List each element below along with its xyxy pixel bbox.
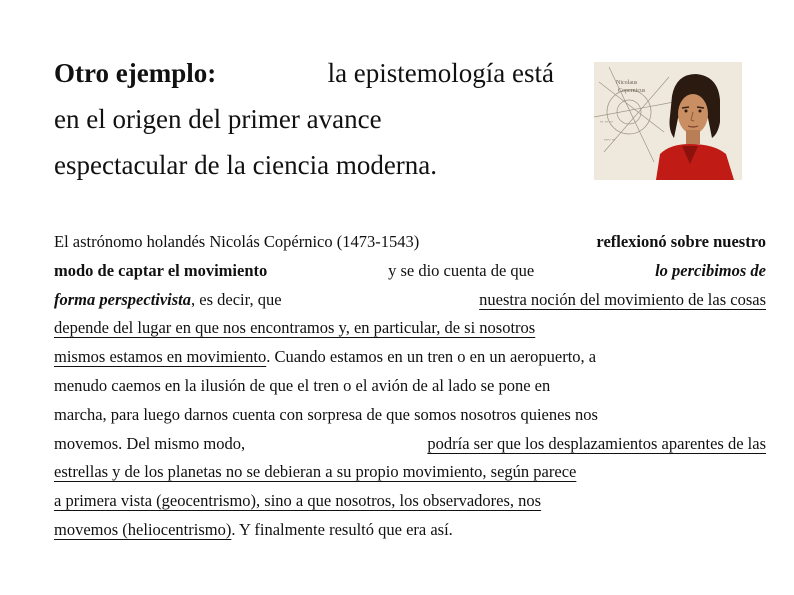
- text-span: marcha, para luego darnos cuenta con sorpresa de que somos nosotros quienes nos: [54, 404, 598, 424]
- text-span: movemos. Del mismo modo,: [54, 433, 246, 453]
- body-line: [54, 430, 766, 459]
- body-line: [54, 516, 766, 545]
- text-span: menudo caemos en la ilusión de que el tren o el avión de al lado se pone en: [54, 375, 551, 395]
- body-line: [54, 458, 766, 487]
- underlined-span: a primera vista (geocentrismo), sino a que nosotros, los observadores, nos: [54, 491, 542, 511]
- svg-text:~ ~ ~: ~ ~ ~: [600, 120, 613, 126]
- text-span: y se dio cuenta de que: [388, 260, 535, 280]
- body-line: [54, 343, 766, 372]
- heading: [54, 50, 554, 188]
- underlined-span: mismos estamos en movimiento: [54, 347, 267, 367]
- body-paragraph: [54, 228, 766, 545]
- heading-bold: Otro ejemplo:: [54, 58, 217, 88]
- svg-text:Nicolaus: Nicolaus: [616, 80, 638, 86]
- body-line: [54, 257, 766, 286]
- underlined-span: depende del lugar en que nos encontramos y, en particular, de si nosotros: [54, 318, 536, 338]
- underlined-span: podría ser que los desplazamientos aparentes de las: [427, 433, 766, 453]
- text-span: . Y finalmente resultó que era así.: [231, 519, 453, 539]
- body-line: [54, 372, 766, 401]
- body-line: [54, 228, 766, 257]
- text-span: El astrónomo holandés Nicolás Copérnico (1473-1543): [54, 232, 420, 251]
- underlined-span: estrellas y de los planetas no se debieran a su propio movimiento, según parece: [54, 462, 577, 482]
- heading-line-2-text: en el origen del primer avance: [54, 104, 382, 134]
- text-span: . Cuando estamos en un tren o en un aeropuerto, a: [266, 347, 597, 367]
- copernicus-portrait-icon: [594, 62, 742, 180]
- body-line: [54, 286, 766, 315]
- underlined-span: nuestra noción del movimiento de las cosas: [479, 289, 766, 309]
- text-span-bold: reflexionó sobre nuestro: [596, 232, 766, 251]
- heading-line-2: [54, 96, 554, 142]
- body-line: [54, 487, 766, 516]
- body-line: [54, 314, 766, 343]
- svg-text:Copernicus: Copernicus: [618, 88, 646, 94]
- heading-line-3-text: espectacular de la ciencia moderna.: [54, 150, 438, 180]
- text-span-bold-italic: lo percibimos de: [655, 260, 766, 280]
- underlined-span: movemos (heliocentrismo): [54, 519, 232, 539]
- heading-line-1-rest: la epistemología está: [327, 58, 554, 88]
- heading-line-3: [54, 142, 554, 188]
- body-line: [54, 401, 766, 430]
- copernicus-portrait: [594, 62, 742, 180]
- heading-line-1: [54, 50, 554, 96]
- text-span: , es decir, que: [191, 289, 282, 309]
- text-span-bold: modo de captar el movimiento: [54, 260, 268, 280]
- svg-text:~~ ~: ~~ ~: [604, 138, 616, 144]
- text-span-bold-italic: forma perspectivista: [54, 289, 192, 309]
